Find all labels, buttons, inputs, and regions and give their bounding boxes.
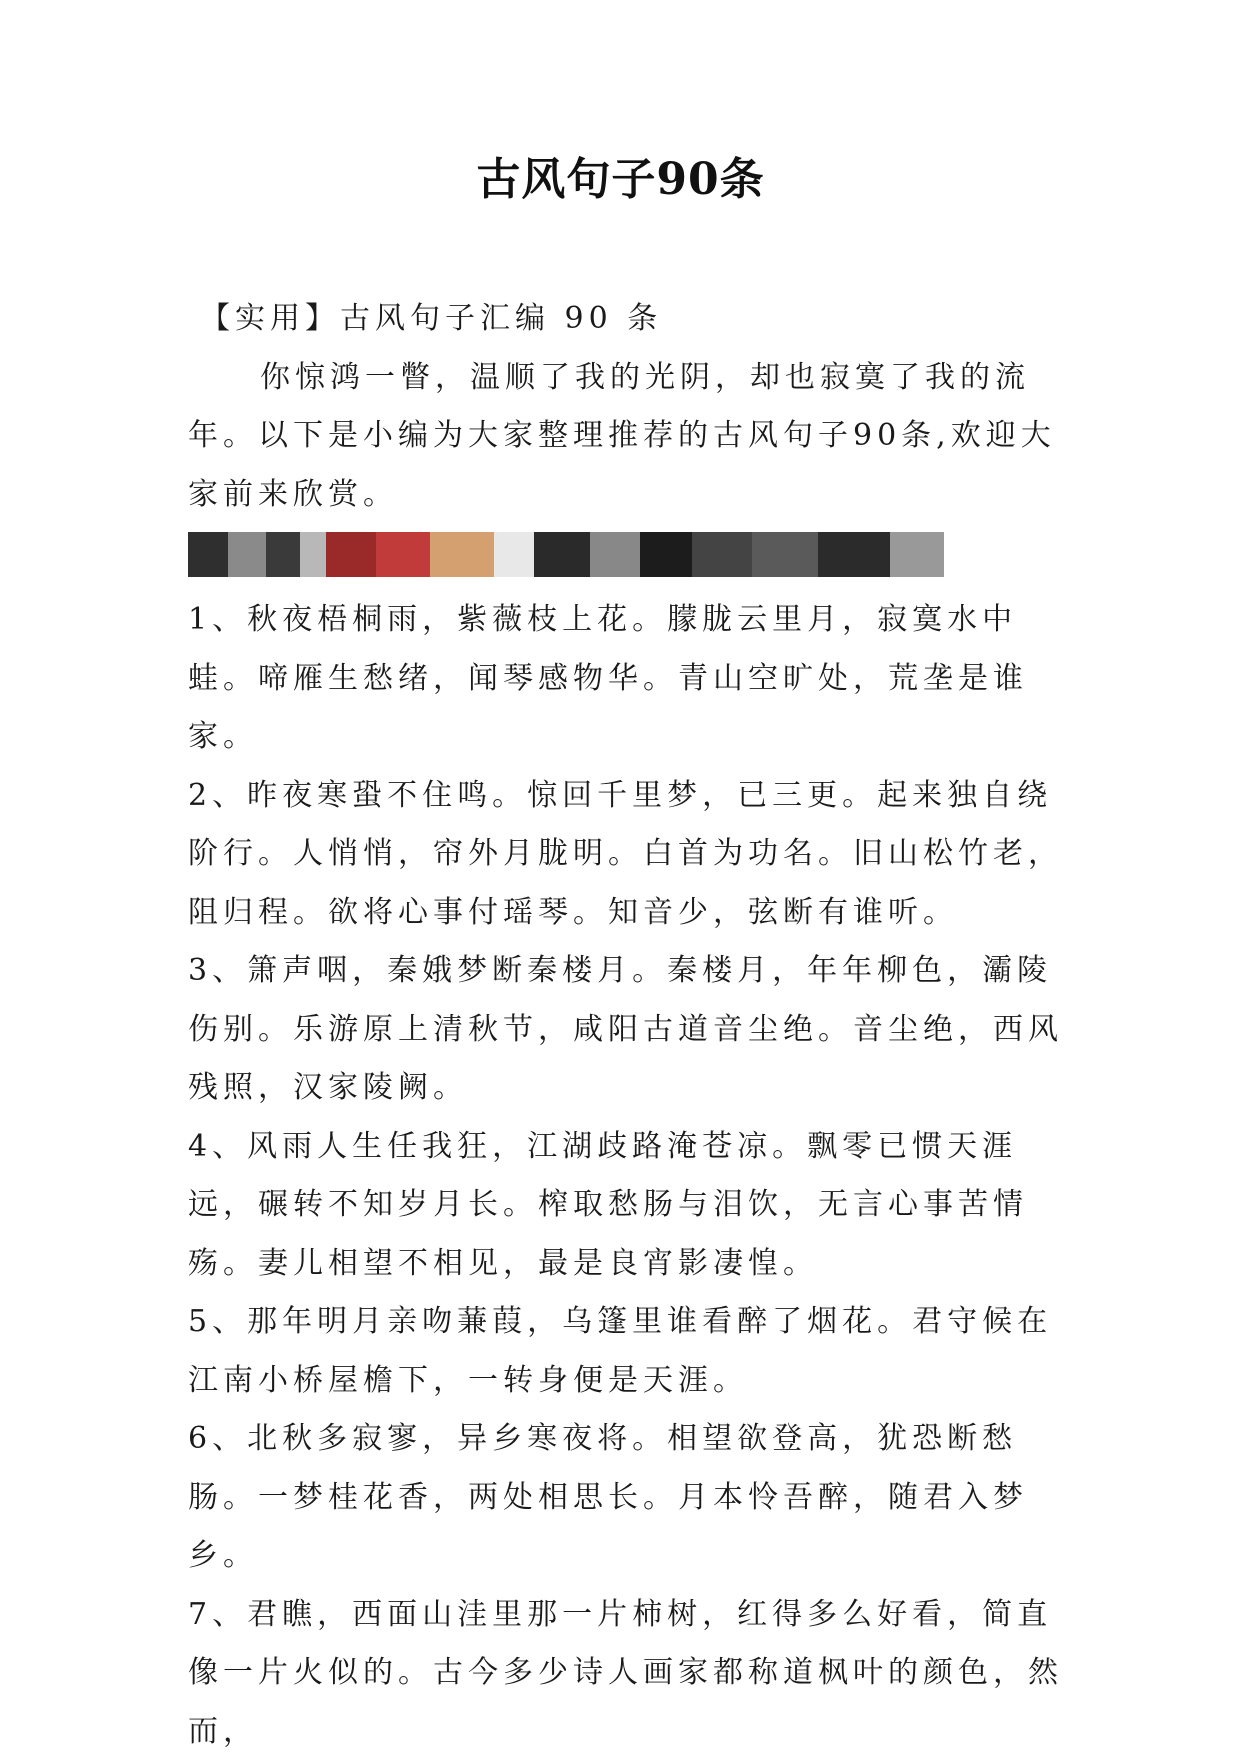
photo-block	[534, 532, 590, 577]
photo-block	[692, 532, 752, 577]
list-item: 2、昨夜寒蛩不住鸣。惊回千里梦，已三更。起来独自绕阶行。人悄悄，帘外月胧明。白首为功名。旧山松竹老，阻归程。欲将心事付瑶琴。知音少，弦断有谁听。	[188, 767, 1068, 943]
photo-block	[300, 532, 326, 577]
photo-block	[890, 532, 944, 577]
photo-block	[590, 532, 640, 577]
photo-block	[818, 532, 890, 577]
photo-block	[430, 532, 494, 577]
photo-strip-image	[188, 532, 944, 577]
photo-block	[640, 532, 692, 577]
intro-paragraph: 你惊鸿一瞥，温顺了我的光阴，却也寂寞了我的流年。以下是小编为大家整理推荐的古风句子90条,欢迎大家前来欣赏。	[188, 349, 1068, 525]
photo-block	[376, 532, 430, 577]
document-title: 古风句子90条	[0, 150, 1241, 210]
list-item: 5、那年明月亲吻蒹葭，乌篷里谁看醉了烟花。君守候在江南小桥屋檐下，一转身便是天涯。	[188, 1293, 1068, 1410]
list-item: 7、君瞧，西面山洼里那一片柿树，红得多么好看，简直像一片火似的。古今多少诗人画家都称道枫叶的颜色，然而，	[188, 1586, 1068, 1761]
list-item: 6、北秋多寂寥，异乡寒夜将。相望欲登高，犹恐断愁肠。一梦桂花香，两处相思长。月本怜吾醉，随君入梦乡。	[188, 1410, 1068, 1586]
list-item: 1、秋夜梧桐雨，紫薇枝上花。朦胧云里月，寂寞水中蛙。啼雁生愁绪，闻琴感物华。青山空旷处，荒垄是谁家。	[188, 591, 1068, 767]
list-item: 4、风雨人生任我狂，江湖歧路淹苍凉。飘零已惯天涯远，碾转不知岁月长。榨取愁肠与泪饮，无言心事苦情殇。妻儿相望不相见，最是良宵影凄惶。	[188, 1118, 1068, 1294]
photo-block	[494, 532, 534, 577]
photo-block	[326, 532, 376, 577]
list-item: 3、箫声咽，秦娥梦断秦楼月。秦楼月，年年柳色，灞陵伤别。乐游原上清秋节，咸阳古道音尘绝。音尘绝，西风残照，汉家陵阙。	[188, 942, 1068, 1118]
photo-block	[228, 532, 266, 577]
photo-block	[752, 532, 818, 577]
document-body	[188, 290, 1068, 1761]
photo-block	[266, 532, 300, 577]
document-subtitle: 【实用】古风句子汇编 90 条	[200, 290, 1068, 349]
photo-block	[188, 532, 228, 577]
